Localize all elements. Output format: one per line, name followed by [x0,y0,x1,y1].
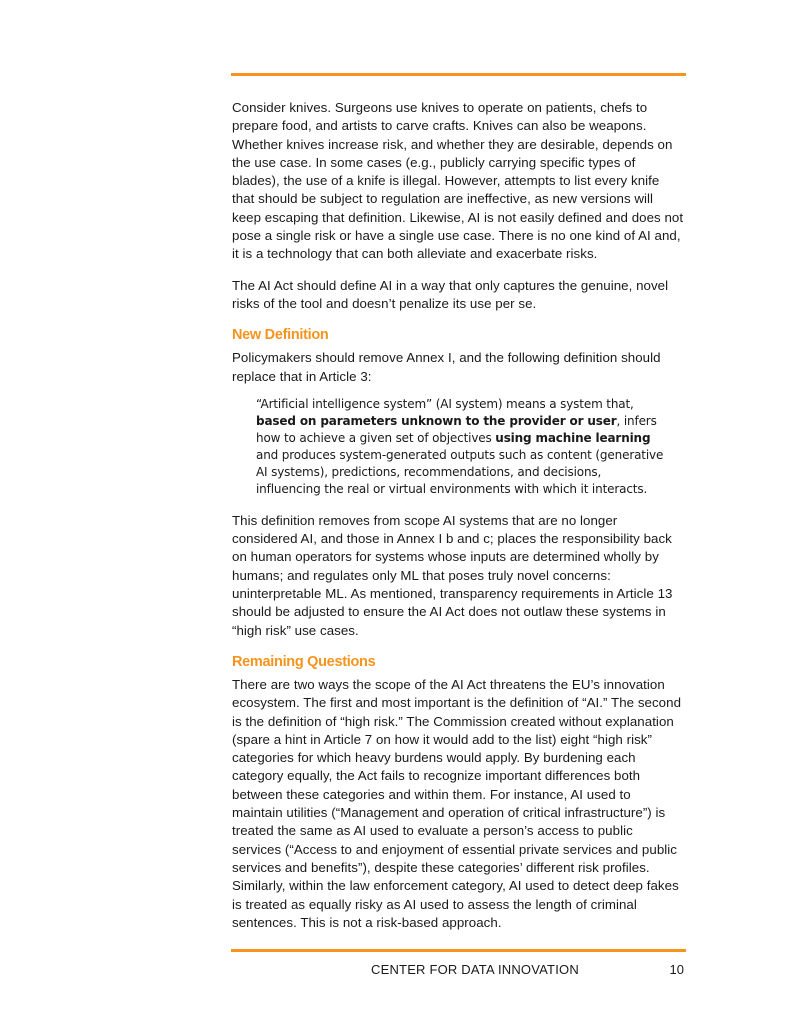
definition-quote [256,396,666,498]
page-content [232,99,684,945]
quote-text-3: and produces system-generated outputs such as content (generative AI systems), predictions, recommendations, and decisions, influencing the real or virtual environments with which it interacts. [256,447,664,496]
heading-remaining-questions: Remaining Questions [232,653,376,670]
footer-organization: CENTER FOR DATA INNOVATION [371,962,579,977]
quote-bold-ml: using machine learning [495,430,651,445]
paragraph-remaining-questions: There are two ways the scope of the AI Act threatens the EU’s innovation ecosystem. The first and most important is the definition of “AI.” The second is the definition of “high risk.” The Commission created without explanation (spare a hint in Article 7 on how it would add to the list) eight “high risk” categories for which heavy burdens would apply. By burdening each category equally, the Act fails to recognize important differences both between these categories and within them. For instance, AI used to maintain utilities (“Management and operation of critical infrastructure”) is treated the same as AI used to evaluate a person’s access to public services (“Access to and enjoyment of essential private services and public services and benefits”), despite these categories’ different risk profiles. Similarly, within the law enforcement category, AI used to detect deep fakes is treated as equally risky as AI used to assess the length of criminal sentences. This is not a risk-based approach. [232,676,682,930]
quote-text-1: “Artificial intelligence system” (AI system) means a system that, [256,396,634,411]
page-number: 10 [669,962,684,977]
paragraph-definition-intro: Policymakers should remove Annex I, and the following definition should replace that in Article 3: [232,350,661,384]
paragraph-define-ai: The AI Act should define AI in a way that only captures the genuine, novel risks of the tool and doesn’t penalize its use per se. [232,277,669,311]
heading-new-definition: New Definition [232,327,329,344]
quote-text-2: , infers how to achieve a given set of objectives [256,413,657,445]
header-rule [231,73,686,76]
paragraph-knives: Consider knives. Surgeons use knives to operate on patients, chefs to prepare food, and artists to carve crafts. Knives can also be weapons. Whether knives increase risk, and whether they are desirable, depends on the use case. In some cases (e.g., publicly carrying specific types of blades), the use of a knife is illegal. However, attempts to list every knife that should be subject to regulation are ineffective, as new versions will keep escaping that definition. Likewise, AI is not easily defined and does not pose a single risk or have a single use case. There is no one kind of AI and, it is a technology that can both alleviate and exacerbate risks. [232,100,684,262]
footer-rule [231,949,686,952]
paragraph-definition-explanation: This definition removes from scope AI systems that are no longer considered AI, and those in Annex I b and c; places the responsibility back on human operators for systems whose inputs are determined wholly by humans; and regulates only ML that poses truly novel concerns: uninterpretable ML. As mentioned, transparency requirements in Article 13 should be adjusted to ensure the AI Act does not outlaw these systems in “high risk” use cases. [232,512,673,638]
quote-bold-parameters: based on parameters unknown to the provider or user [256,413,617,428]
